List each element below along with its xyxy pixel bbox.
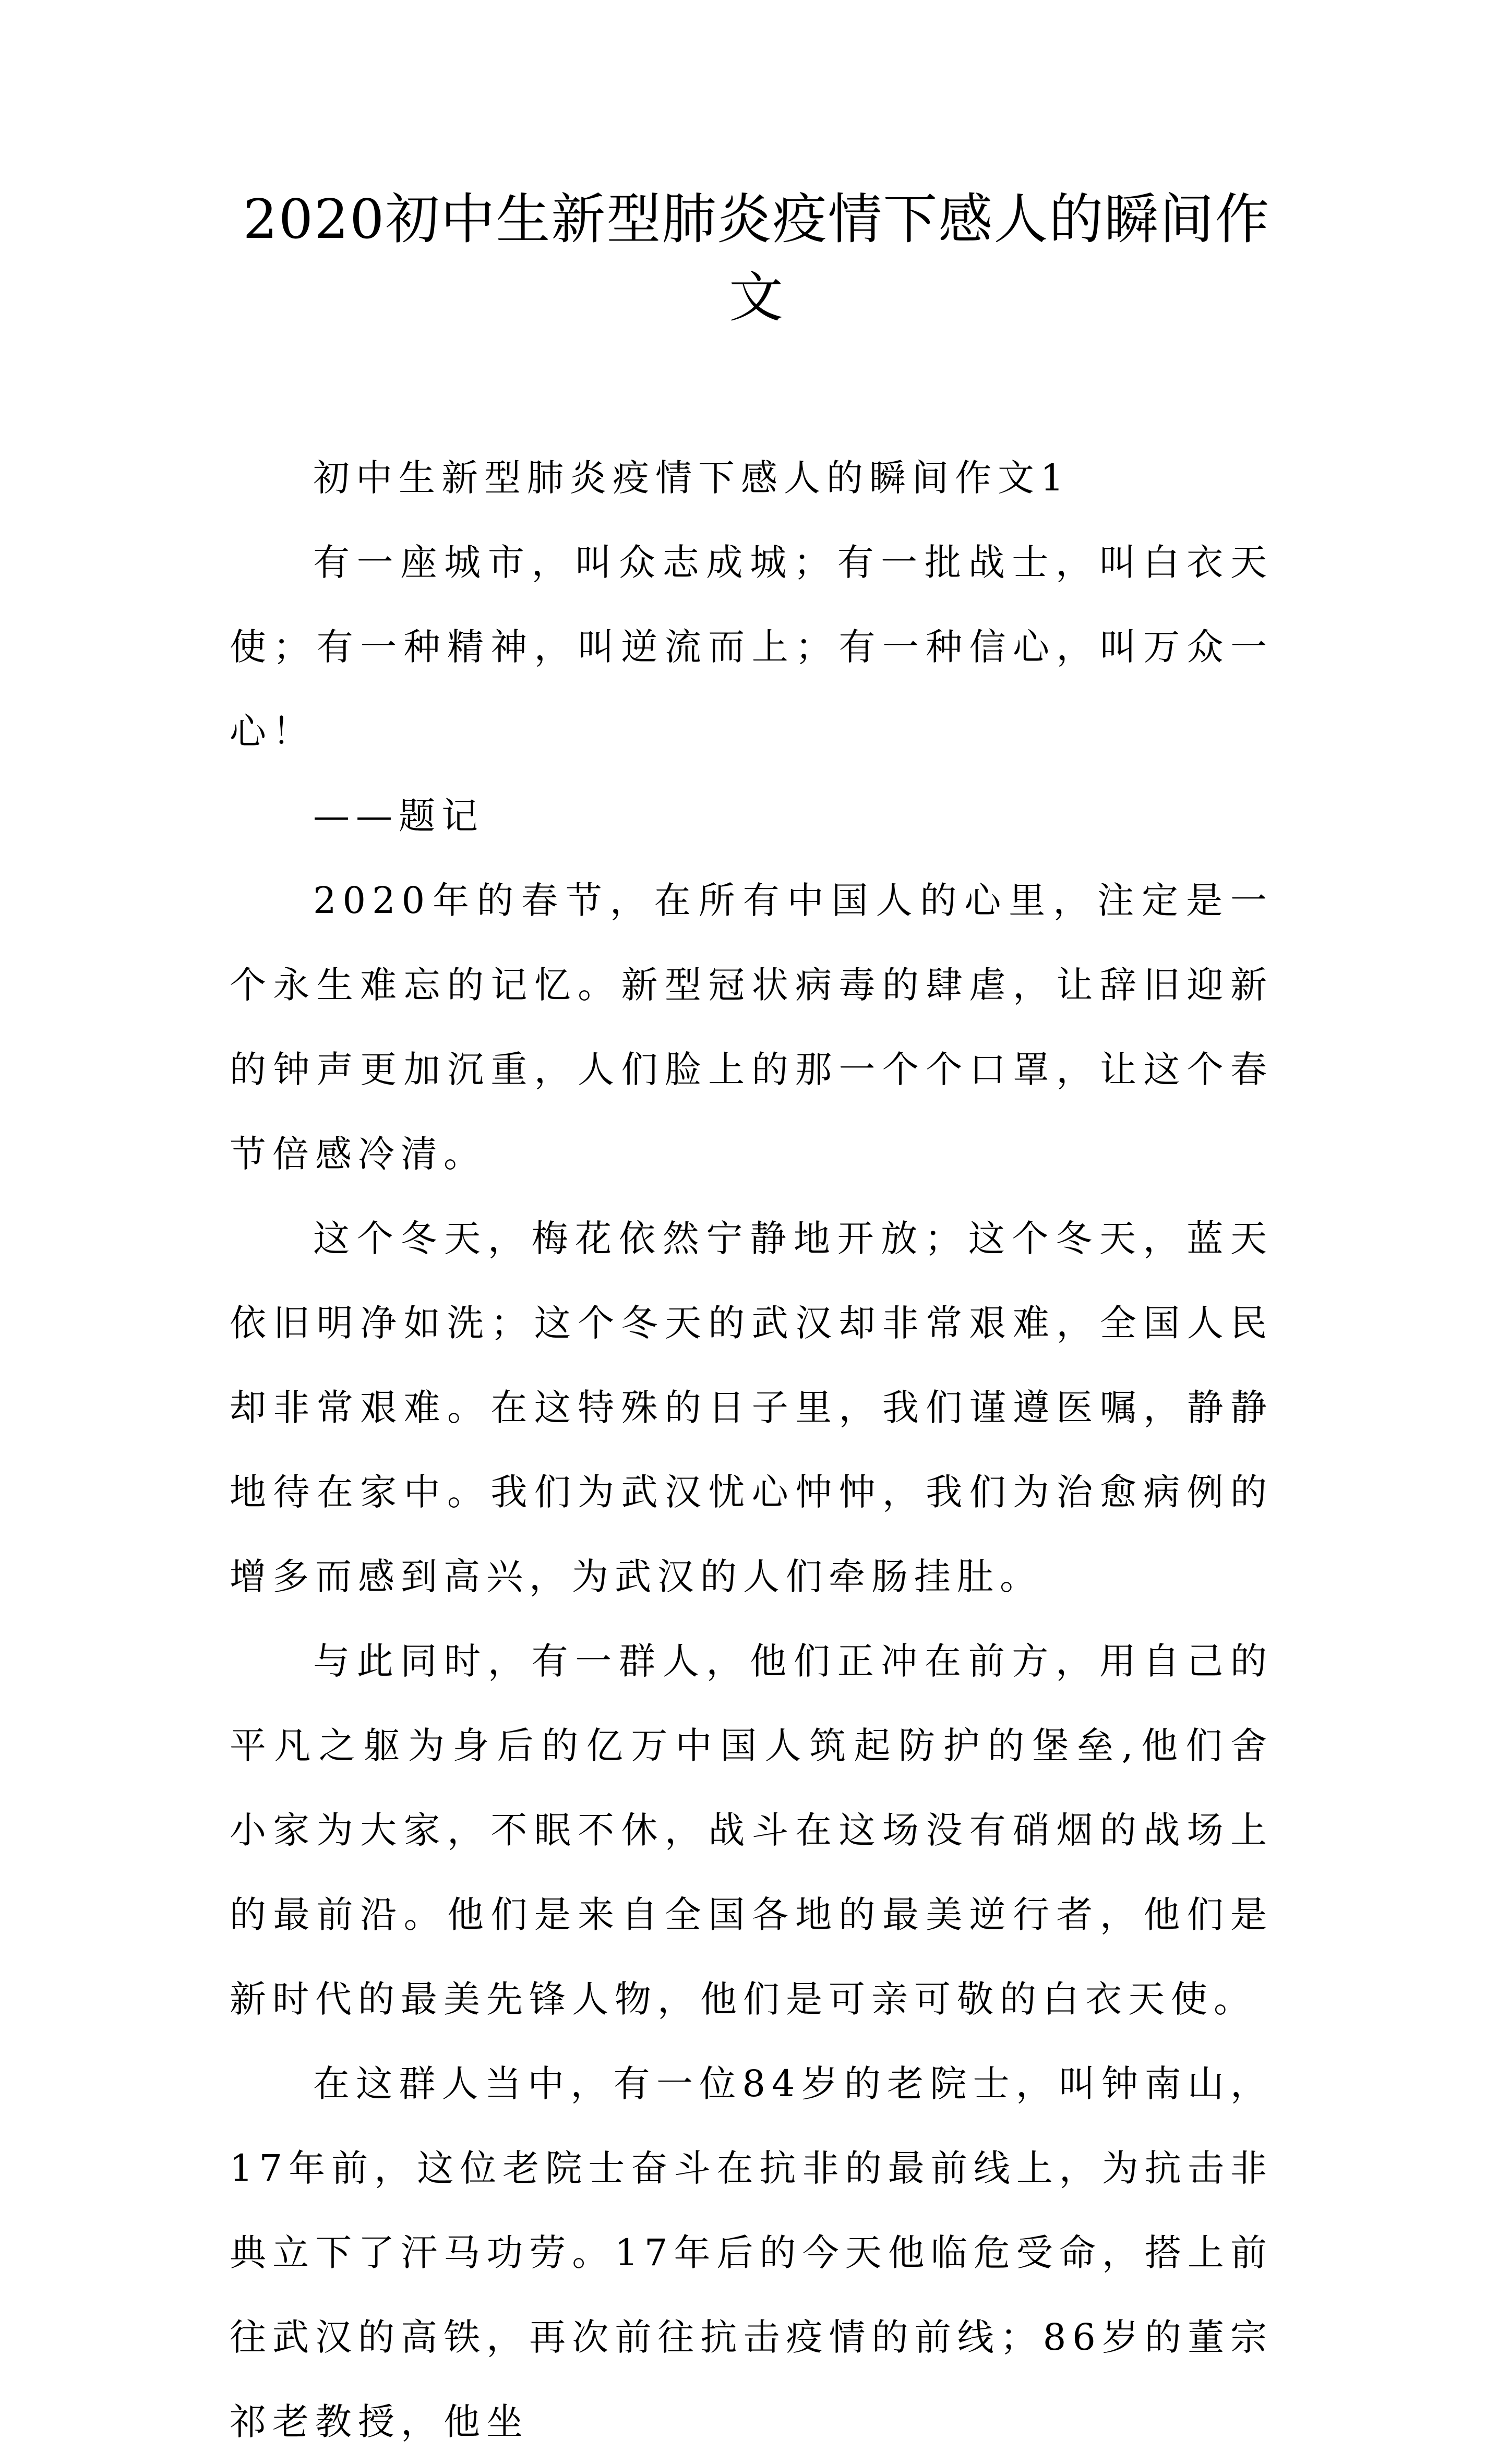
subtitle-paragraph: 初中生新型肺炎疫情下感人的瞬间作文1 — [313, 456, 1070, 499]
body-paragraph: 在这群人当中，有一位84岁的老院士，叫钟南山，17年前，这位老院士奋斗在抗非的最前线上，为抗击非典立下了汗马功劳。17年后的今天他临危受命，搭上前往武汉的高铁，再次前往抗击疫情的前线；86岁的董宗祁老教授，他坐 — [230, 2062, 1273, 2443]
body-paragraph: 这个冬天，梅花依然宁静地开放；这个冬天，蓝天依旧明净如洗；这个冬天的武汉却非常艰难，全国人民却非常艰难。在这特殊的日子里，我们谨遵医嘱，静静地待在家中。我们为武汉忧心忡忡，我们为治愈病例的增多而感到高兴，为武汉的人们牵肠挂肚。 — [230, 1217, 1273, 1598]
document-title: 2020初中生新型肺炎疫情下感人的瞬间作文 — [243, 187, 1271, 329]
body-paragraph: 2020年的春节，在所有中国人的心里，注定是一个永生难忘的记忆。新型冠状病毒的肆虐，让辞旧迎新的钟声更加沉重，人们脸上的那一个个口罩，让这个春节倍感冷清。 — [230, 879, 1273, 1175]
epigraph-paragraph: 有一座城市，叫众志成城；有一批战士，叫白衣天使；有一种精神，叫逆流而上；有一种信心，叫万众一心！ — [230, 541, 1273, 753]
body-paragraph: 与此同时，有一群人，他们正冲在前方，用自己的平凡之躯为身后的亿万中国人筑起防护的堡垒,他们舍小家为大家，不眠不休，战斗在这场没有硝烟的战场上的最前沿。他们是来自全国各地的最美逆行者，他们是新时代的最美先锋人物，他们是可亲可敬的白衣天使。 — [230, 1640, 1273, 2021]
document-body — [230, 436, 1273, 2464]
epigraph-attribution: ——题记 — [313, 795, 484, 837]
